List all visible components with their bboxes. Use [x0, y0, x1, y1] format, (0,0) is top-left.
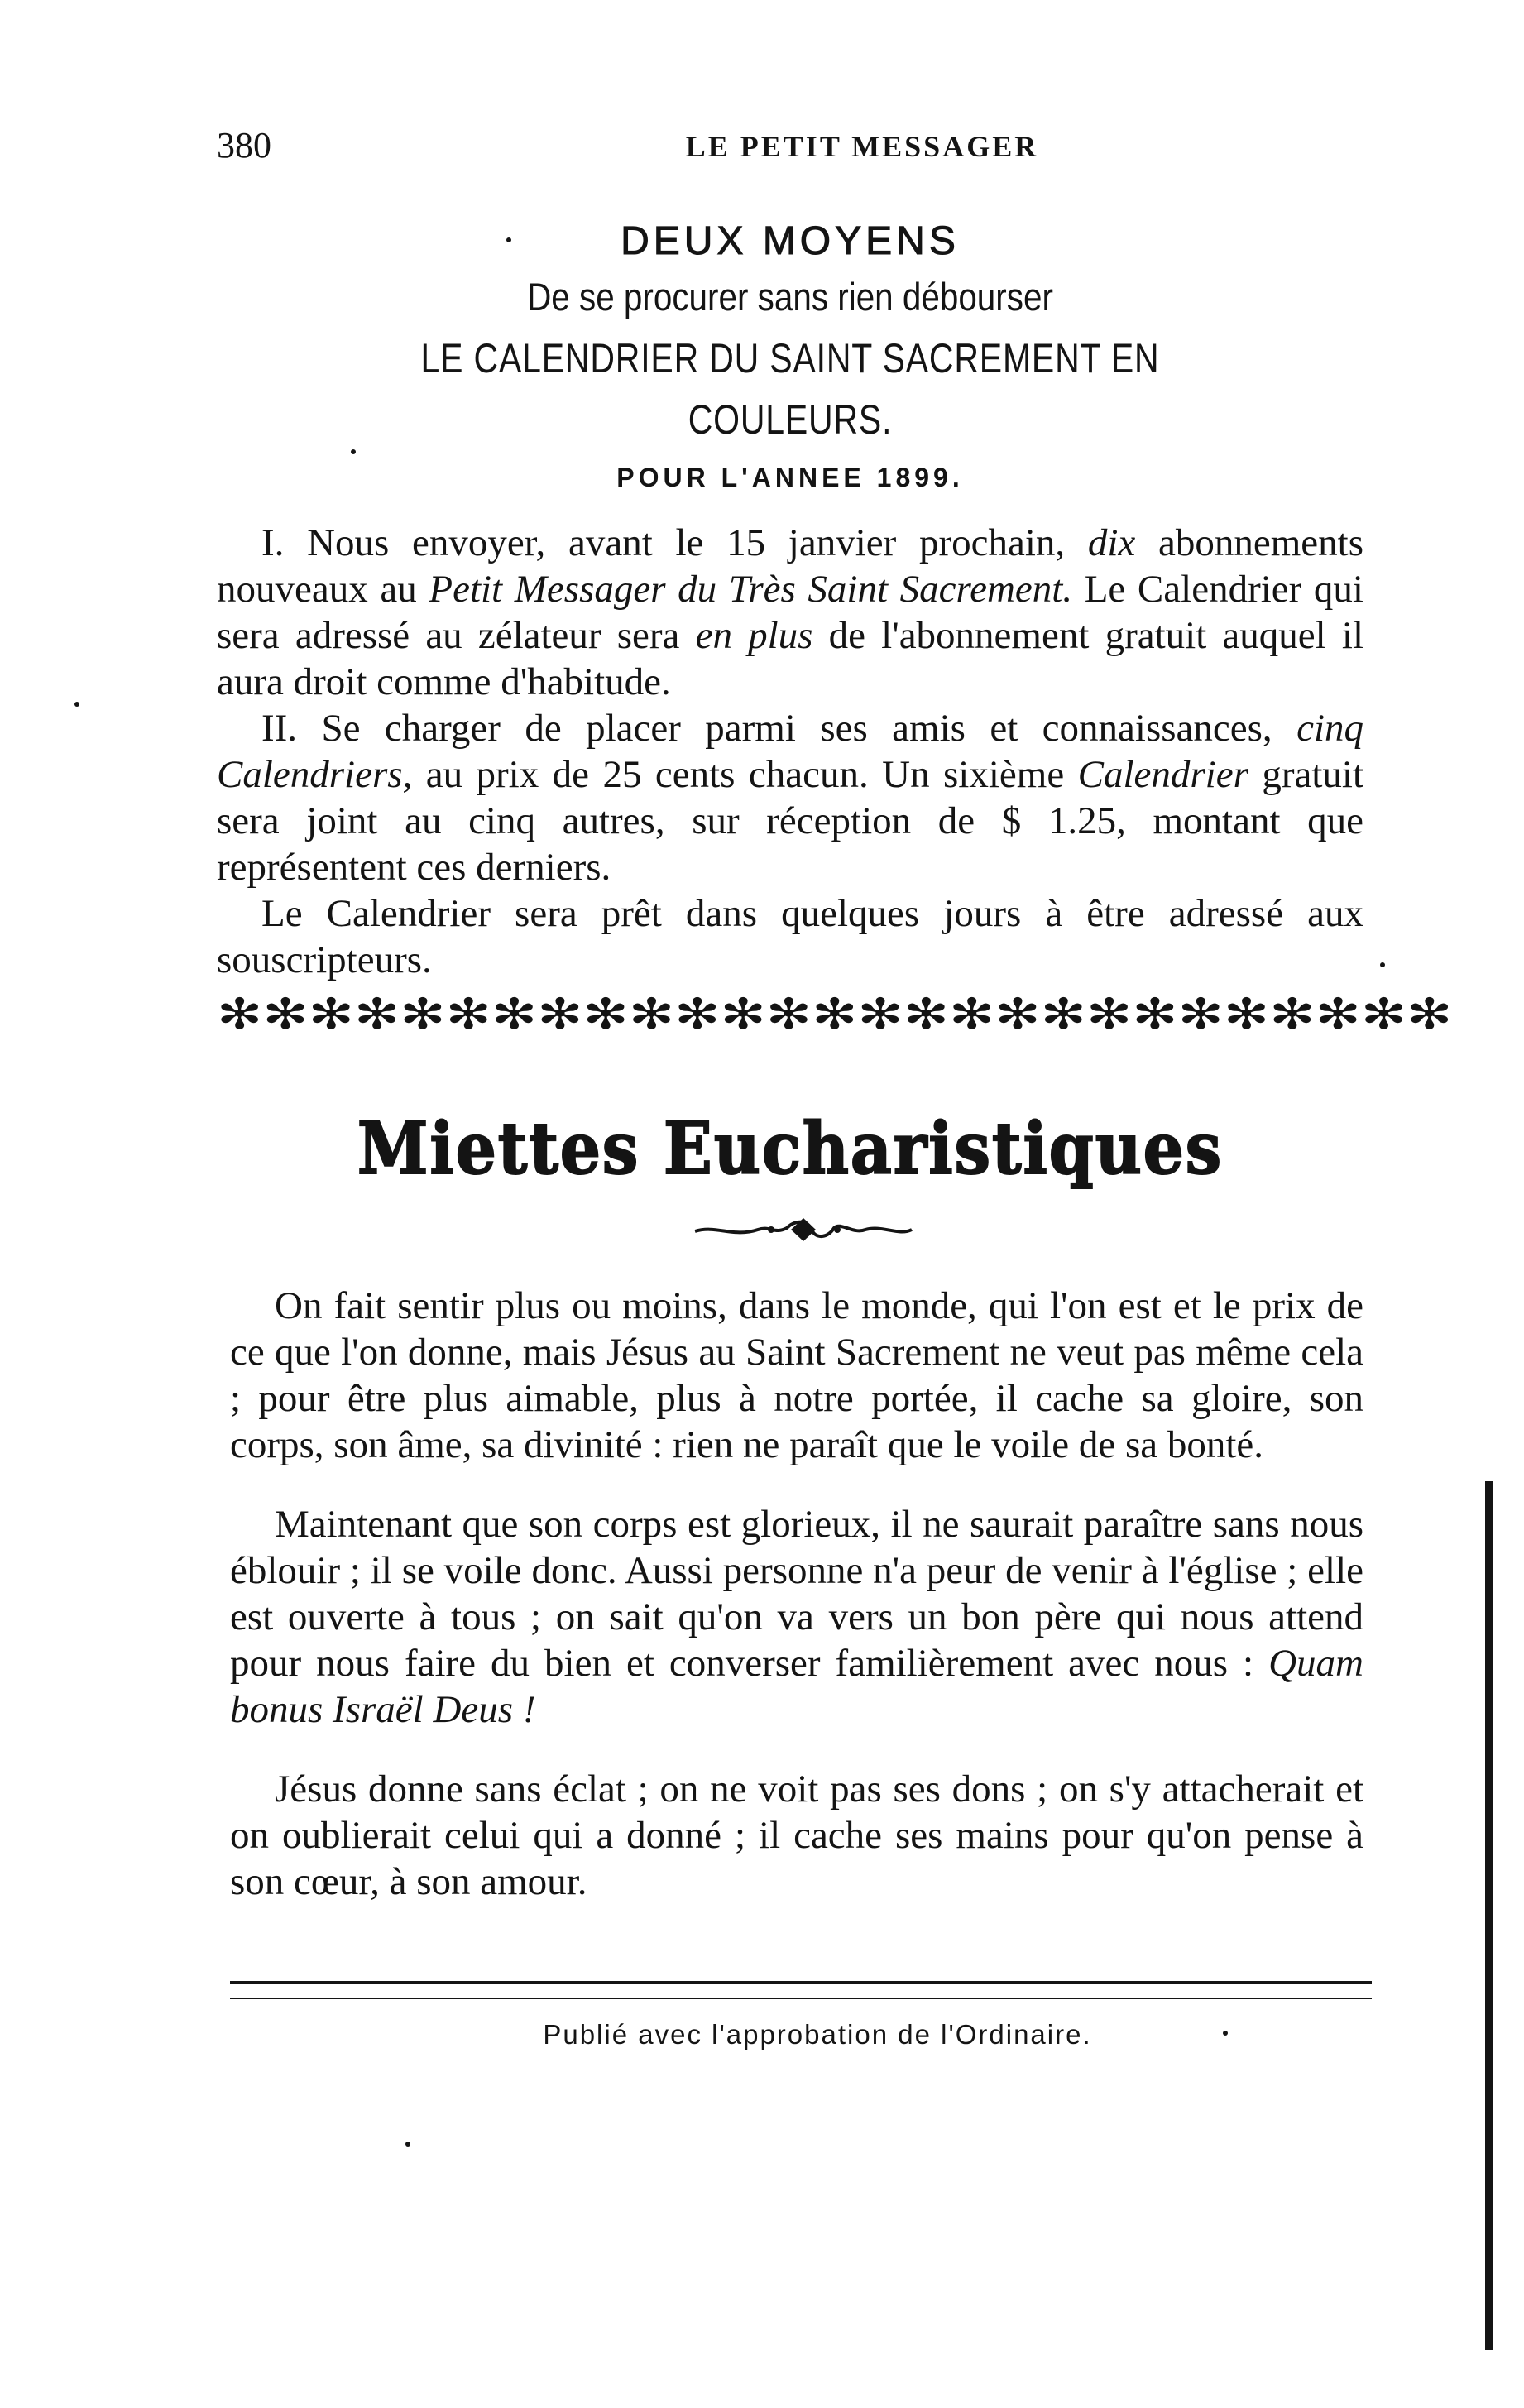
star-ornament-icon: ✻ [857, 989, 903, 1039]
paragraph: II. Se charger de placer parmi ses amis et connaissances, cinq Calendriers, au prix de 25 cents chacun. Un sixième Calendrier gratuit sera joint au cinq autres, sur réception de $ 1.25, montant que représentent ces derniers. [217, 707, 1364, 889]
star-ornament-icon: ✻ [949, 989, 995, 1039]
star-ornament-icon: ✻ [765, 989, 812, 1039]
announcement-body [217, 520, 1363, 983]
star-ornament-icon: ✻ [1040, 989, 1086, 1039]
star-ornament-icon: ✻ [491, 989, 538, 1039]
scan-speck [506, 237, 511, 242]
star-ornament-icon: ✻ [262, 989, 309, 1039]
paragraph: I. Nous envoyer, avant le 15 janvier prochain, dix abonnements nouveaux au Petit Messager du Très Saint Sacrement. Le Calendrier qui sera adressé au zélateur sera en plus de l'abonnement gratuit auquel il aura droit comme d'habitude. [217, 521, 1363, 703]
star-ornament-icon: ✻ [720, 989, 766, 1039]
imprimatur-line: Publié avec l'approbation de l'Ordinaire. [543, 2019, 1092, 2050]
star-ornament-icon: ✻ [994, 989, 1041, 1039]
flourish-ornament-icon [692, 1213, 915, 1246]
star-ornament-icon: ✻ [674, 989, 721, 1039]
star-ornament-icon: ✻ [445, 989, 491, 1039]
scan-speck [405, 2142, 410, 2147]
star-ornament-icon: ✻ [400, 989, 446, 1039]
section-title: Miettes Eucharistiques [357, 1107, 1224, 1191]
scan-margin-line [1485, 1481, 1493, 2350]
scan-speck [74, 702, 79, 707]
paragraph: Maintenant que son corps est glorieux, il ne saurait paraître sans nous éblouir ; il se voile donc. Aussi personne n'a peur de venir à l'église ; elle est ouverte à tous ; on sait qu'on va vers un bon père qui nous attend pour nous faire du bien et converser familièrement avec nous : Quam bonus Israël Deus ! [230, 1503, 1363, 1731]
running-header [217, 124, 1359, 174]
star-ornament-icon: ✻ [1085, 989, 1133, 1039]
scan-speck [1380, 962, 1385, 967]
scan-speck [1223, 2031, 1228, 2036]
star-ornament-icon: ✻ [1407, 989, 1453, 1039]
paragraph: Jésus donne sans éclat ; on ne voit pas ses dons ; on s'y attacherait et on oublierait celui qui a donné ; il cache ses mains pour qu'on pense à son cœur, à son amour. [230, 1768, 1363, 1903]
announcement-headline: LE CALENDRIER DU SAINT SACREMENT EN COULEURS. [420, 335, 1160, 443]
star-ornament-icon: ✻ [582, 989, 629, 1039]
page-number: 380 [217, 125, 271, 165]
star-ornament-icon: ✻ [308, 989, 354, 1039]
announcement-block [217, 217, 1363, 983]
star-ornament-icon: ✻ [1177, 989, 1224, 1039]
star-ornament-rule [217, 981, 1453, 1048]
star-ornament-icon: ✻ [1269, 989, 1316, 1039]
star-ornament-icon: ✻ [217, 989, 263, 1039]
paragraph: On fait sentir plus ou moins, dans le monde, qui l'on est et le prix de ce que l'on donne, mais Jésus au Saint Sacrement ne veut pas même cela ; pour être plus aimable, plus à notre portée, il cache sa gloire, son corps, son âme, sa divinité : rien ne paraît que le voile de sa bonté. [230, 1284, 1363, 1466]
star-ornament-icon: ✻ [903, 989, 949, 1039]
star-ornament-icon: ✻ [1360, 989, 1407, 1039]
paragraph: Le Calendrier sera prêt dans quelques jours à être adressé aux souscripteurs. [217, 892, 1363, 981]
star-ornament-icon: ✻ [537, 989, 583, 1039]
announcement-title: DEUX MOYENS [621, 219, 960, 263]
star-ornament-icon: ✻ [812, 989, 858, 1039]
announcement-year: POUR L'ANNEE 1899. [616, 463, 964, 492]
star-ornament-icon: ✻ [353, 989, 400, 1039]
star-ornament-icon: ✻ [1132, 989, 1178, 1039]
footer-double-rule [230, 1981, 1372, 1999]
scan-speck [351, 449, 356, 454]
star-ornament-icon: ✻ [628, 989, 675, 1039]
announcement-subtitle: De se procurer sans rien débourser [527, 275, 1053, 319]
miettes-body [230, 1283, 1363, 1905]
star-ornament-icon: ✻ [1315, 989, 1361, 1039]
star-ornament-icon: ✻ [1223, 989, 1270, 1039]
journal-title: LE PETIT MESSAGER [685, 130, 1039, 163]
